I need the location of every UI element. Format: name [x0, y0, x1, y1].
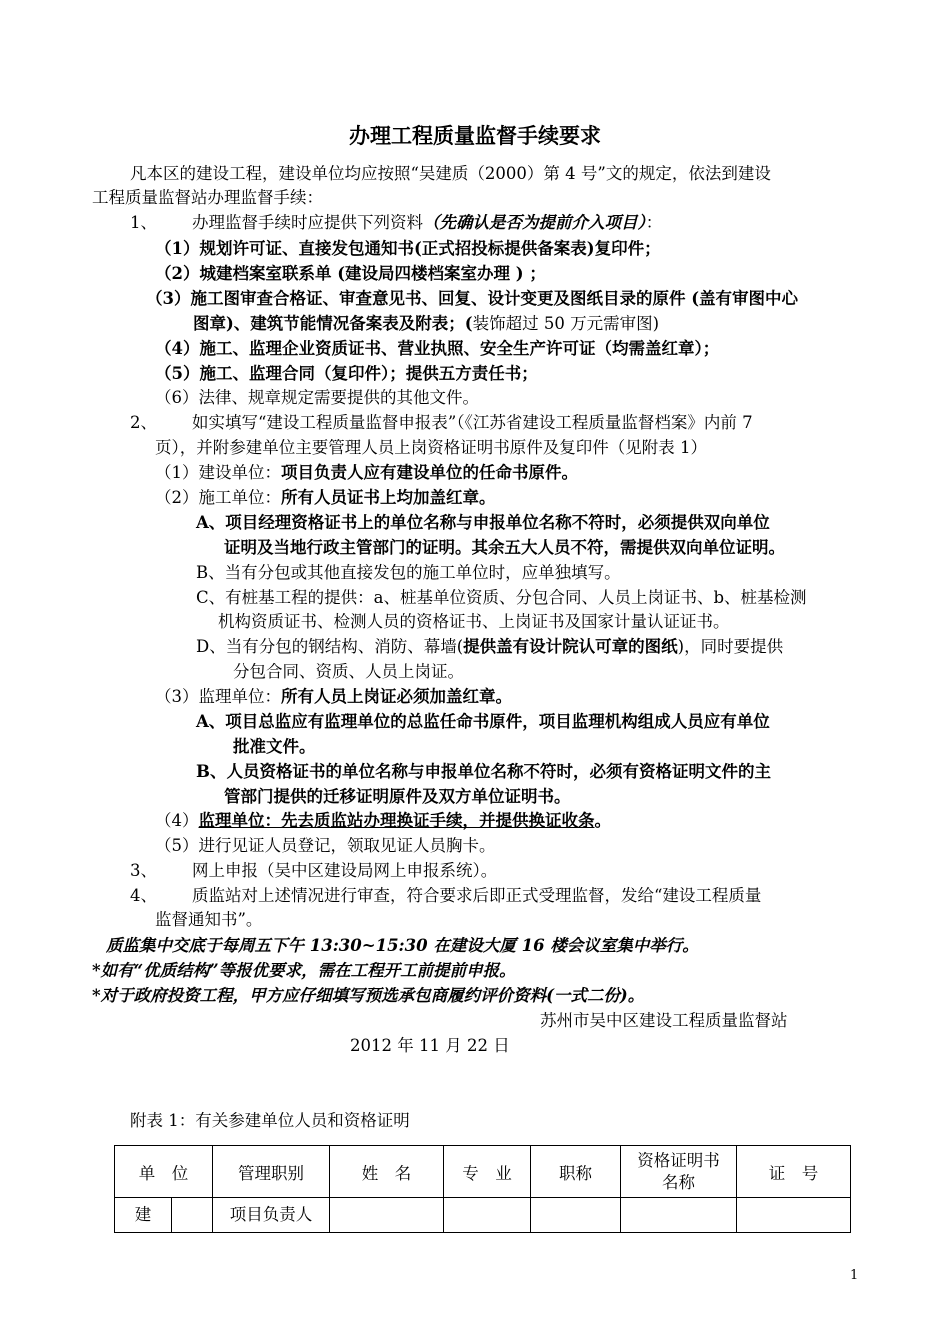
s2-point-2-text: 所有人员证书上均加盖红章。 — [281, 488, 496, 507]
s2-point-3 — [155, 686, 512, 708]
s2-point-5: （5）进行见证人员登记，领取见证人员胸卡。 — [155, 836, 496, 855]
s2-sub-b: B、当有分包或其他直接发包的施工单位时，应单独填写。 — [196, 563, 621, 582]
s2-sub-d-end: )，同时要提供 — [677, 637, 784, 656]
cell-title — [531, 1198, 621, 1233]
s2-point-2 — [155, 487, 496, 509]
note-2: *如有“优质结构”等报优要求，需在工程开工前提前申报。 — [92, 961, 516, 980]
s2-jl-a-line-1: A、项目总监应有监理单位的总监任命书原件，项目监理机构组成人员应有单位 — [196, 712, 770, 731]
section-4-line-2: 监督通知书”。 — [155, 910, 263, 929]
s1-item-3-line-1: （3）施工图审查合格证、审查意见书、回复、设计变更及图纸目录的原件 (盖有审图中心 — [146, 289, 799, 308]
s2-point-1-text: 项目负责人应有建设单位的任命书原件。 — [281, 463, 578, 482]
header-cert-name-line-1: 资格证明书 — [637, 1150, 720, 1170]
s1-item-3-plain: 装饰超过 50 万元需审图 — [472, 314, 653, 333]
s2-point-3-label: （3）监理单位： — [155, 687, 281, 706]
section-4-number: 4、 — [130, 886, 157, 905]
section-2-line-1: 如实填写“建设工程质量监督申报表”（《江苏省建设工程质量监督档案》内前 7 — [192, 413, 753, 432]
cell-major — [444, 1198, 531, 1233]
s1-item-5: （5）施工、监理合同（复印件）；提供五方责任书； — [155, 364, 538, 383]
s2-sub-d-line-2: 分包合同、资质、人员上岗证。 — [233, 662, 464, 681]
section-1-heading — [192, 212, 662, 234]
section-1-tail: ： — [645, 213, 663, 232]
section-1-text: 办理监督手续时应提供下列资料 — [192, 213, 423, 232]
s2-point-4-end: 。 — [594, 811, 611, 830]
s1-item-1: （1）规划许可证、直接发包通知书(正式招投标提供备案表)复印件； — [155, 239, 661, 258]
section-2-line-2: 页），并附参建单位主要管理人员上岗资格证明书原件及复印件（见附表 1） — [155, 438, 707, 457]
s2-point-2-label: （2）施工单位： — [155, 488, 281, 507]
header-unit: 单 位 — [115, 1146, 213, 1198]
s1-item-4: （4）施工、监理企业资质证书、营业执照、安全生产许可证（均需盖红章）； — [155, 339, 720, 358]
s2-jl-b-line-1: B、人员资格证书的单位名称与申报单位名称不符时，必须有资格证明文件的主 — [196, 762, 771, 781]
s2-jl-b-line-2: 管部门提供的迁移证明原件及双方单位证明书。 — [224, 787, 571, 806]
s2-sub-a-line-1: A、项目经理资格证书上的单位名称与申报单位名称不符时，必须提供双向单位 — [196, 513, 770, 532]
s1-item-3-close: ) — [652, 314, 660, 333]
header-title: 职称 — [531, 1146, 621, 1198]
s2-point-3-text: 所有人员上岗证必须加盖红章。 — [281, 687, 512, 706]
s1-item-3-line-2 — [193, 313, 659, 335]
s2-sub-d-line-1 — [196, 636, 783, 658]
signature-org: 苏州市吴中区建设工程质量监督站 — [540, 1011, 788, 1030]
signature-date: 2012 年 11 月 22 日 — [350, 1036, 510, 1055]
intro-line-2: 工程质量监督站办理监督手续： — [92, 188, 323, 207]
page-number: 1 — [850, 1268, 859, 1283]
section-1-number: 1、 — [130, 213, 157, 232]
attachment-table — [114, 1145, 851, 1233]
cell-name — [330, 1198, 444, 1233]
section-3-number: 3、 — [130, 861, 157, 880]
page-title: 办理工程质量监督手续要求 — [349, 123, 601, 148]
note-3: *对于政府投资工程，甲方应仔细填写预选承包商履约评价资料(一式二份)。 — [92, 986, 645, 1005]
intro-line-1: 凡本区的建设工程，建设单位均应按照“吴建质（2000）第 4 号”文的规定，依法到建设 — [130, 164, 771, 183]
s2-point-4 — [155, 810, 611, 832]
s1-item-6: （6）法律、规章规定需要提供的其他文件。 — [155, 388, 479, 407]
s2-point-4-text: 监理单位：先去质监站办理换证手续，并提供换证收条 — [198, 811, 595, 830]
s1-item-3-bold: 图章)、建筑节能情况备案表及附表；( — [193, 314, 473, 333]
s2-sub-d-bold: 提供盖有设计院认可章的图纸 — [463, 637, 678, 656]
s2-sub-c-line-2: 机构资质证书、检测人员的资格证书、上岗证书及国家计量认证证书。 — [218, 612, 730, 631]
header-cert-number: 证 号 — [737, 1146, 851, 1198]
header-role: 管理职别 — [213, 1146, 330, 1198]
s2-sub-d-start: D、当有分包的钢结构、消防、幕墙( — [196, 637, 464, 656]
s2-sub-c-line-1: C、有桩基工程的提供：a、桩基单位资质、分包合同、人员上岗证书、b、桩基检测 — [196, 588, 807, 607]
table-header-row — [115, 1146, 851, 1198]
section-2-number: 2、 — [130, 413, 157, 432]
table-row — [115, 1198, 851, 1233]
header-cert-name — [621, 1146, 737, 1198]
s1-item-2: （2）城建档案室联系单 (建设局四楼档案室办理 ) ； — [155, 264, 546, 283]
section-4-line-1: 质监站对上述情况进行审查，符合要求后即正式受理监督，发给“建设工程质量 — [192, 886, 762, 905]
attachment-caption: 附表 1：有关参建单位人员和资格证明 — [130, 1111, 410, 1130]
s2-point-1-label: （1）建设单位： — [155, 463, 281, 482]
header-name: 姓 名 — [330, 1146, 444, 1198]
cell-unit: 建 — [115, 1198, 172, 1233]
s2-jl-a-line-2: 批准文件。 — [233, 737, 316, 756]
header-major: 专 业 — [444, 1146, 531, 1198]
s2-point-1 — [155, 462, 578, 484]
cell-cert-name — [621, 1198, 737, 1233]
section-1-note: （先确认是否为提前介入项目） — [423, 213, 646, 232]
cell-cert-number — [737, 1198, 851, 1233]
note-1: 质监集中交底于每周五下午 13:30~15:30 在建设大厦 16 楼会议室集中举行。 — [106, 936, 699, 955]
cell-unit-blank — [172, 1198, 213, 1233]
header-cert-name-line-2: 名称 — [662, 1172, 695, 1192]
cell-role: 项目负责人 — [213, 1198, 330, 1233]
s2-point-4-label: （4） — [155, 811, 199, 830]
section-3-text: 网上申报（吴中区建设局网上申报系统）。 — [192, 861, 498, 880]
s2-sub-a-line-2: 证明及当地行政主管部门的证明。其余五大人员不符，需提供双向单位证明。 — [224, 538, 785, 557]
